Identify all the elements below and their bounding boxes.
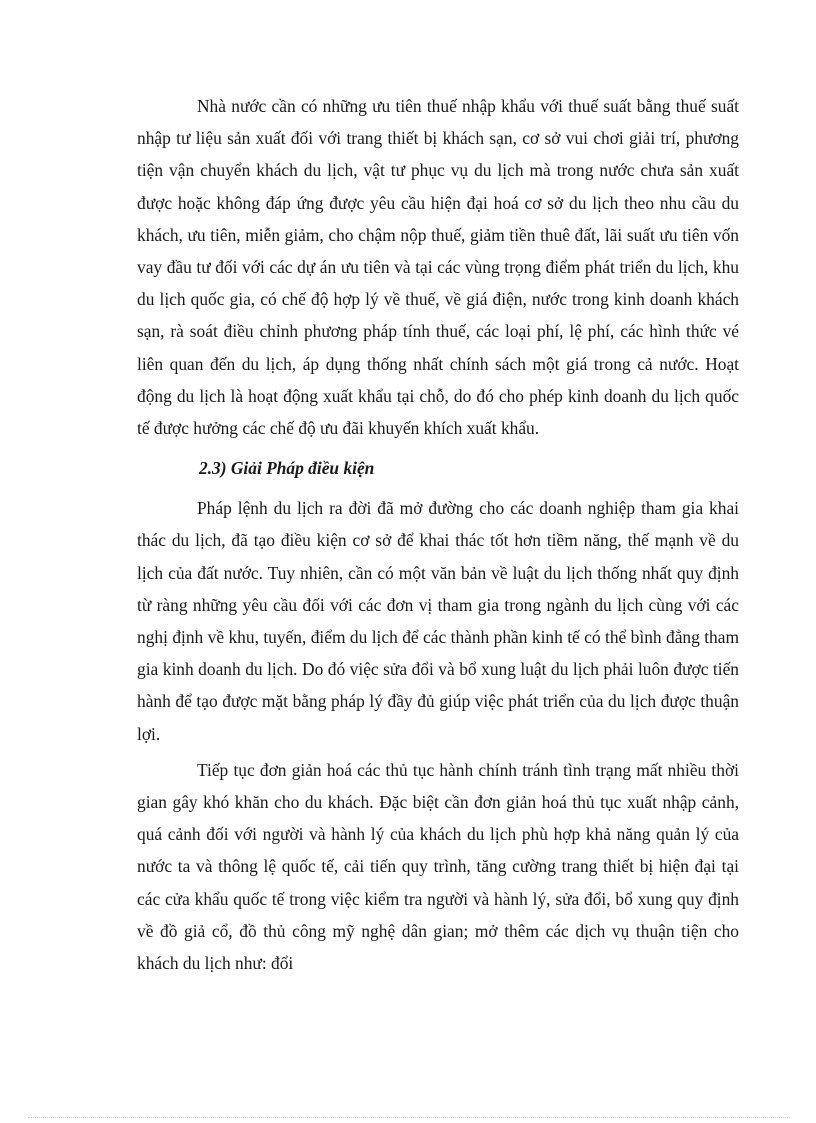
document-body (137, 90, 739, 979)
paragraph-import-tax-priorities: Nhà nước cần có những ưu tiên thuế nhập khẩu với thuế suất bằng thuế suất nhập tư liệu sản xuất đối với trang thiết bị khách sạn, cơ sở vui chơi giải trí, phương tiện vận chuyển khách du lịch, vật tư phục vụ du lịch mà trong nước chưa sản xuất được hoặc không đáp ứng được yêu cầu hiện đại hoá cơ sở du lịch theo nhu cầu du khách, ưu tiên, miễn giảm, cho chậm nộp thuế, giảm tiền thuê đất, lãi suất ưu tiên vốn vay đầu tư đối với các dự án ưu tiên và tại các vùng trọng điểm phát triển du lịch, khu du lịch quốc gia, có chế độ hợp lý về thuế, về giá điện, nước trong kinh doanh khách sạn, rà soát điều chỉnh phương pháp tính thuế, các loại phí, lệ phí, các hình thức vé liên quan đến du lịch, áp dụng thống nhất chính sách một giá trong cả nước. Hoạt động du lịch là hoạt động xuất khẩu tại chỗ, do đó cho phép kinh doanh du lịch quốc tế được hưởng các chế độ ưu đãi khuyến khích xuất khẩu. (137, 96, 739, 439)
section-heading: 2.3) Giải Pháp điều kiện (199, 458, 375, 479)
page-bottom-divider (28, 1117, 788, 1118)
paragraph-tourism-law: Pháp lệnh du lịch ra đời đã mở đường cho các doanh nghiệp tham gia khai thác du lịch, đã tạo điều kiện cơ sở để khai thác tốt hơn tiềm năng, thế mạnh về du lịch của đất nước. Tuy nhiên, cần có một văn bản về luật du lịch thống nhất quy định từ ràng những yêu cầu đối với các đơn vị tham gia trong ngành du lịch cùng với các nghị định về khu, tuyến, điểm du lịch để các thành phần kinh tế có thể bình đẳng tham gia kinh doanh du lịch. Do đó việc sửa đổi và bổ xung luật du lịch phải luôn được tiến hành để tạo được mặt bằng pháp lý đầy đủ giúp việc phát triển của du lịch được thuận lợi. (137, 498, 739, 744)
paragraph-administrative-procedures: Tiếp tục đơn giản hoá các thủ tục hành chính tránh tình trạng mất nhiều thời gian gây khó khăn cho du khách. Đặc biệt cần đơn giản hoá thủ tục xuất nhập cảnh, quá cảnh đối với người và hành lý của khách du lịch phù hợp khả năng quản lý của nước ta và thông lệ quốc tế, cải tiến quy trình, tăng cường trang thiết bị hiện đại tại các cửa khẩu quốc tế trong việc kiểm tra người và hành lý, sửa đổi, bổ xung quy định về đồ giả cổ, đồ thủ công mỹ nghệ dân gian; mở thêm các dịch vụ thuận tiện cho khách du lịch như: đổi (137, 759, 739, 974)
